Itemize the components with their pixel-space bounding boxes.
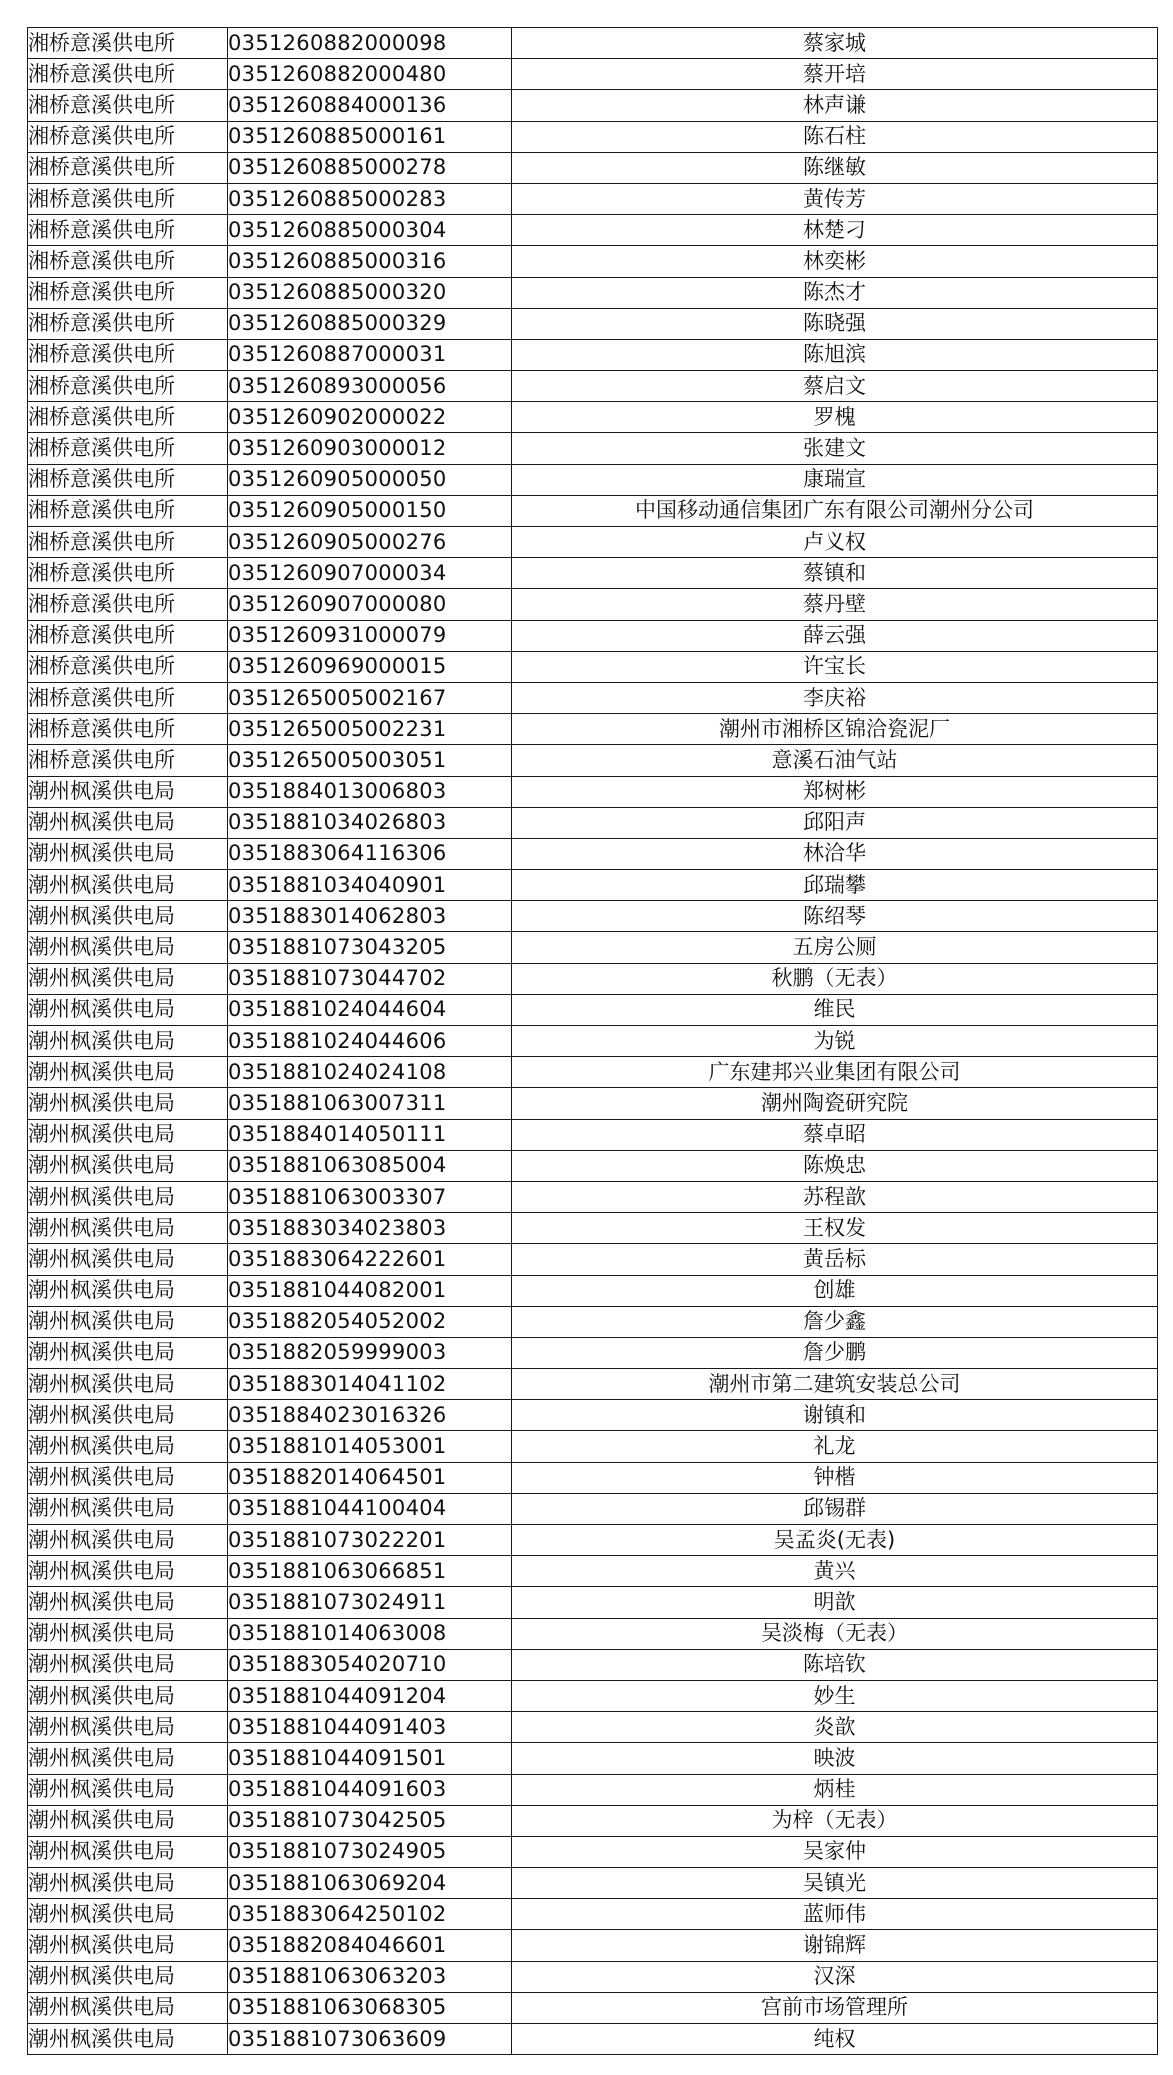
unit-cell: 湘桥意溪供电所: [28, 28, 228, 59]
account-number-cell: 0351884013006803: [228, 776, 512, 807]
customer-name-cell: 苏程歆: [512, 1181, 1158, 1212]
customer-name-cell: 创雄: [512, 1275, 1158, 1306]
unit-cell: 湘桥意溪供电所: [28, 402, 228, 433]
unit-cell: 潮州枫溪供电局: [28, 1556, 228, 1587]
unit-cell: 湘桥意溪供电所: [28, 152, 228, 183]
records-table-body: [28, 28, 1158, 2055]
table-row: [28, 1213, 1158, 1244]
table-row: [28, 246, 1158, 277]
table-row: [28, 59, 1158, 90]
account-number-cell: 0351881073063609: [228, 2024, 512, 2055]
table-row: [28, 1493, 1158, 1524]
table-row: [28, 1431, 1158, 1462]
account-number-cell: 0351260893000056: [228, 371, 512, 402]
customer-name-cell: 邱锡群: [512, 1493, 1158, 1524]
unit-cell: 湘桥意溪供电所: [28, 464, 228, 495]
unit-cell: 潮州枫溪供电局: [28, 1213, 228, 1244]
customer-name-cell: 为锐: [512, 1026, 1158, 1057]
account-number-cell: 0351883064250102: [228, 1899, 512, 1930]
account-number-cell: 0351260902000022: [228, 402, 512, 433]
table-row: [28, 433, 1158, 464]
account-number-cell: 0351260885000304: [228, 215, 512, 246]
table-row: [28, 308, 1158, 339]
account-number-cell: 0351881063007311: [228, 1088, 512, 1119]
customer-name-cell: 映波: [512, 1743, 1158, 1774]
unit-cell: 潮州枫溪供电局: [28, 1743, 228, 1774]
account-number-cell: 0351881073042505: [228, 1805, 512, 1836]
account-number-cell: 0351881044091403: [228, 1712, 512, 1743]
table-row: [28, 994, 1158, 1025]
account-number-cell: 0351881044100404: [228, 1493, 512, 1524]
account-number-cell: 0351260885000161: [228, 121, 512, 152]
table-row: [28, 1088, 1158, 1119]
table-row: [28, 1369, 1158, 1400]
customer-name-cell: 妙生: [512, 1680, 1158, 1711]
table-row: [28, 1930, 1158, 1961]
table-row: [28, 1587, 1158, 1618]
account-number-cell: 0351881073022201: [228, 1525, 512, 1556]
unit-cell: 潮州枫溪供电局: [28, 1493, 228, 1524]
table-row: [28, 215, 1158, 246]
account-number-cell: 0351881014063008: [228, 1618, 512, 1649]
unit-cell: 湘桥意溪供电所: [28, 745, 228, 776]
account-number-cell: 0351260907000080: [228, 589, 512, 620]
unit-cell: 潮州枫溪供电局: [28, 963, 228, 994]
customer-name-cell: 陈旭滨: [512, 339, 1158, 370]
account-number-cell: 0351884023016326: [228, 1400, 512, 1431]
table-row: [28, 1057, 1158, 1088]
unit-cell: 潮州枫溪供电局: [28, 1899, 228, 1930]
customer-name-cell: 宫前市场管理所: [512, 1992, 1158, 2023]
table-row: [28, 527, 1158, 558]
customer-name-cell: 广东建邦兴业集团有限公司: [512, 1057, 1158, 1088]
customer-name-cell: 陈晓强: [512, 308, 1158, 339]
unit-cell: 潮州枫溪供电局: [28, 1680, 228, 1711]
table-row: [28, 1306, 1158, 1337]
customer-name-cell: 蔡家城: [512, 28, 1158, 59]
account-number-cell: 0351882059999003: [228, 1337, 512, 1368]
unit-cell: 潮州枫溪供电局: [28, 1774, 228, 1805]
customer-name-cell: 蔡开培: [512, 59, 1158, 90]
customer-name-cell: 意溪石油气站: [512, 745, 1158, 776]
table-row: [28, 371, 1158, 402]
customer-name-cell: 蓝师伟: [512, 1899, 1158, 1930]
account-number-cell: 0351881044091501: [228, 1743, 512, 1774]
table-row: [28, 1525, 1158, 1556]
customer-name-cell: 林声谦: [512, 90, 1158, 121]
unit-cell: 湘桥意溪供电所: [28, 620, 228, 651]
unit-cell: 湘桥意溪供电所: [28, 714, 228, 745]
table-row: [28, 870, 1158, 901]
account-number-cell: 0351265005002167: [228, 682, 512, 713]
account-number-cell: 0351260885000320: [228, 277, 512, 308]
unit-cell: 潮州枫溪供电局: [28, 1930, 228, 1961]
table-row: [28, 963, 1158, 994]
table-row: [28, 1337, 1158, 1368]
customer-name-cell: 炳桂: [512, 1774, 1158, 1805]
unit-cell: 湘桥意溪供电所: [28, 183, 228, 214]
unit-cell: 潮州枫溪供电局: [28, 807, 228, 838]
table-row: [28, 402, 1158, 433]
account-number-cell: 0351884014050111: [228, 1119, 512, 1150]
account-number-cell: 0351260882000098: [228, 28, 512, 59]
account-number-cell: 0351883064222601: [228, 1244, 512, 1275]
account-number-cell: 0351881044091603: [228, 1774, 512, 1805]
records-table: [27, 27, 1158, 2055]
unit-cell: 湘桥意溪供电所: [28, 277, 228, 308]
customer-name-cell: 吴孟炎(无表): [512, 1525, 1158, 1556]
customer-name-cell: 纯权: [512, 2024, 1158, 2055]
customer-name-cell: 中国移动通信集团广东有限公司潮州分公司: [512, 495, 1158, 526]
customer-name-cell: 陈继敏: [512, 152, 1158, 183]
unit-cell: 潮州枫溪供电局: [28, 932, 228, 963]
table-row: [28, 1992, 1158, 2023]
table-row: [28, 932, 1158, 963]
table-row: [28, 1868, 1158, 1899]
table-row: [28, 1805, 1158, 1836]
unit-cell: 湘桥意溪供电所: [28, 433, 228, 464]
customer-name-cell: 五房公厕: [512, 932, 1158, 963]
unit-cell: 湘桥意溪供电所: [28, 495, 228, 526]
unit-cell: 潮州枫溪供电局: [28, 1431, 228, 1462]
account-number-cell: 0351260905000276: [228, 527, 512, 558]
unit-cell: 潮州枫溪供电局: [28, 1181, 228, 1212]
account-number-cell: 0351881073024911: [228, 1587, 512, 1618]
customer-name-cell: 吴镇光: [512, 1868, 1158, 1899]
account-number-cell: 0351881073043205: [228, 932, 512, 963]
table-row: [28, 682, 1158, 713]
table-row: [28, 1026, 1158, 1057]
unit-cell: 潮州枫溪供电局: [28, 2024, 228, 2055]
account-number-cell: 0351260885000316: [228, 246, 512, 277]
table-row: [28, 90, 1158, 121]
account-number-cell: 0351260905000050: [228, 464, 512, 495]
unit-cell: 湘桥意溪供电所: [28, 371, 228, 402]
customer-name-cell: 吴淡梅（无表）: [512, 1618, 1158, 1649]
unit-cell: 湘桥意溪供电所: [28, 59, 228, 90]
customer-name-cell: 蔡卓昭: [512, 1119, 1158, 1150]
account-number-cell: 0351260885000278: [228, 152, 512, 183]
unit-cell: 湘桥意溪供电所: [28, 651, 228, 682]
table-row: [28, 464, 1158, 495]
unit-cell: 湘桥意溪供电所: [28, 682, 228, 713]
table-row: [28, 339, 1158, 370]
unit-cell: 潮州枫溪供电局: [28, 901, 228, 932]
account-number-cell: 0351883014041102: [228, 1369, 512, 1400]
customer-name-cell: 汉深: [512, 1961, 1158, 1992]
unit-cell: 潮州枫溪供电局: [28, 1462, 228, 1493]
unit-cell: 潮州枫溪供电局: [28, 1525, 228, 1556]
account-number-cell: 0351883034023803: [228, 1213, 512, 1244]
account-number-cell: 0351881024044604: [228, 994, 512, 1025]
table-row: [28, 183, 1158, 214]
unit-cell: 湘桥意溪供电所: [28, 246, 228, 277]
customer-name-cell: 薛云强: [512, 620, 1158, 651]
customer-name-cell: 炎歆: [512, 1712, 1158, 1743]
unit-cell: 潮州枫溪供电局: [28, 1805, 228, 1836]
table-row: [28, 776, 1158, 807]
customer-name-cell: 陈石柱: [512, 121, 1158, 152]
table-row: [28, 1836, 1158, 1867]
unit-cell: 湘桥意溪供电所: [28, 339, 228, 370]
account-number-cell: 0351881024024108: [228, 1057, 512, 1088]
customer-name-cell: 蔡镇和: [512, 558, 1158, 589]
account-number-cell: 0351260885000329: [228, 308, 512, 339]
account-number-cell: 0351881034040901: [228, 870, 512, 901]
table-row: [28, 1150, 1158, 1181]
table-row: [28, 1400, 1158, 1431]
unit-cell: 潮州枫溪供电局: [28, 1961, 228, 1992]
unit-cell: 湘桥意溪供电所: [28, 121, 228, 152]
unit-cell: 潮州枫溪供电局: [28, 1026, 228, 1057]
customer-name-cell: 谢锦辉: [512, 1930, 1158, 1961]
table-row: [28, 1649, 1158, 1680]
table-row: [28, 807, 1158, 838]
unit-cell: 潮州枫溪供电局: [28, 1244, 228, 1275]
customer-name-cell: 蔡启文: [512, 371, 1158, 402]
account-number-cell: 0351265005002231: [228, 714, 512, 745]
account-number-cell: 0351881063003307: [228, 1181, 512, 1212]
account-number-cell: 0351881024044606: [228, 1026, 512, 1057]
unit-cell: 潮州枫溪供电局: [28, 1306, 228, 1337]
unit-cell: 湘桥意溪供电所: [28, 308, 228, 339]
table-row: [28, 620, 1158, 651]
customer-name-cell: 陈培钦: [512, 1649, 1158, 1680]
account-number-cell: 0351883014062803: [228, 901, 512, 932]
table-row: [28, 1680, 1158, 1711]
account-number-cell: 0351883064116306: [228, 838, 512, 869]
table-row: [28, 1774, 1158, 1805]
table-row: [28, 1556, 1158, 1587]
table-row: [28, 1462, 1158, 1493]
account-number-cell: 0351260882000480: [228, 59, 512, 90]
customer-name-cell: 李庆裕: [512, 682, 1158, 713]
unit-cell: 潮州枫溪供电局: [28, 838, 228, 869]
customer-name-cell: 潮州市湘桥区锦洽瓷泥厂: [512, 714, 1158, 745]
table-row: [28, 558, 1158, 589]
table-row: [28, 277, 1158, 308]
table-row: [28, 1181, 1158, 1212]
account-number-cell: 0351881014053001: [228, 1431, 512, 1462]
customer-name-cell: 钟楷: [512, 1462, 1158, 1493]
account-number-cell: 0351260887000031: [228, 339, 512, 370]
customer-name-cell: 康瑞宣: [512, 464, 1158, 495]
customer-name-cell: 郑树彬: [512, 776, 1158, 807]
account-number-cell: 0351881044091204: [228, 1680, 512, 1711]
unit-cell: 湘桥意溪供电所: [28, 215, 228, 246]
table-row: [28, 121, 1158, 152]
customer-name-cell: 林楚刁: [512, 215, 1158, 246]
customer-name-cell: 秋鹏（无表）: [512, 963, 1158, 994]
customer-name-cell: 潮州陶瓷研究院: [512, 1088, 1158, 1119]
account-number-cell: 0351881063063203: [228, 1961, 512, 1992]
customer-name-cell: 黄兴: [512, 1556, 1158, 1587]
table-row: [28, 714, 1158, 745]
customer-name-cell: 罗槐: [512, 402, 1158, 433]
customer-name-cell: 詹少鹏: [512, 1337, 1158, 1368]
customer-name-cell: 蔡丹壁: [512, 589, 1158, 620]
customer-name-cell: 维民: [512, 994, 1158, 1025]
account-number-cell: 0351260884000136: [228, 90, 512, 121]
unit-cell: 潮州枫溪供电局: [28, 870, 228, 901]
unit-cell: 潮州枫溪供电局: [28, 1836, 228, 1867]
table-row: [28, 589, 1158, 620]
table-row: [28, 651, 1158, 682]
customer-name-cell: 邱阳声: [512, 807, 1158, 838]
table-row: [28, 28, 1158, 59]
account-number-cell: 0351881073044702: [228, 963, 512, 994]
unit-cell: 潮州枫溪供电局: [28, 1712, 228, 1743]
customer-name-cell: 吴家仲: [512, 1836, 1158, 1867]
customer-name-cell: 黄岳标: [512, 1244, 1158, 1275]
unit-cell: 潮州枫溪供电局: [28, 1057, 228, 1088]
unit-cell: 潮州枫溪供电局: [28, 776, 228, 807]
customer-name-cell: 明歆: [512, 1587, 1158, 1618]
account-number-cell: 0351260969000015: [228, 651, 512, 682]
customer-name-cell: 礼龙: [512, 1431, 1158, 1462]
customer-name-cell: 陈绍琴: [512, 901, 1158, 932]
customer-name-cell: 张建文: [512, 433, 1158, 464]
unit-cell: 潮州枫溪供电局: [28, 1587, 228, 1618]
account-number-cell: 0351881044082001: [228, 1275, 512, 1306]
customer-name-cell: 黄传芳: [512, 183, 1158, 214]
table-row: [28, 152, 1158, 183]
customer-name-cell: 为梓（无表）: [512, 1805, 1158, 1836]
unit-cell: 潮州枫溪供电局: [28, 1868, 228, 1899]
table-row: [28, 1119, 1158, 1150]
customer-name-cell: 王权发: [512, 1213, 1158, 1244]
customer-name-cell: 林洽华: [512, 838, 1158, 869]
account-number-cell: 0351883054020710: [228, 1649, 512, 1680]
unit-cell: 湘桥意溪供电所: [28, 90, 228, 121]
unit-cell: 潮州枫溪供电局: [28, 1618, 228, 1649]
account-number-cell: 0351881063069204: [228, 1868, 512, 1899]
unit-cell: 潮州枫溪供电局: [28, 994, 228, 1025]
account-number-cell: 0351881063085004: [228, 1150, 512, 1181]
account-number-cell: 0351265005003051: [228, 745, 512, 776]
account-number-cell: 0351881063066851: [228, 1556, 512, 1587]
unit-cell: 潮州枫溪供电局: [28, 1150, 228, 1181]
table-row: [28, 1244, 1158, 1275]
unit-cell: 潮州枫溪供电局: [28, 1992, 228, 2023]
account-number-cell: 0351881073024905: [228, 1836, 512, 1867]
table-row: [28, 745, 1158, 776]
table-row: [28, 1899, 1158, 1930]
customer-name-cell: 谢镇和: [512, 1400, 1158, 1431]
table-row: [28, 901, 1158, 932]
customer-name-cell: 陈焕忠: [512, 1150, 1158, 1181]
unit-cell: 湘桥意溪供电所: [28, 589, 228, 620]
customer-name-cell: 卢义权: [512, 527, 1158, 558]
unit-cell: 潮州枫溪供电局: [28, 1400, 228, 1431]
table-row: [28, 838, 1158, 869]
customer-name-cell: 陈杰才: [512, 277, 1158, 308]
account-number-cell: 0351260903000012: [228, 433, 512, 464]
customer-name-cell: 潮州市第二建筑安装总公司: [512, 1369, 1158, 1400]
customer-name-cell: 林奕彬: [512, 246, 1158, 277]
account-number-cell: 0351260905000150: [228, 495, 512, 526]
table-row: [28, 1275, 1158, 1306]
customer-name-cell: 许宝长: [512, 651, 1158, 682]
table-row: [28, 495, 1158, 526]
table-row: [28, 1712, 1158, 1743]
customer-name-cell: 詹少鑫: [512, 1306, 1158, 1337]
account-number-cell: 0351881063068305: [228, 1992, 512, 2023]
unit-cell: 潮州枫溪供电局: [28, 1337, 228, 1368]
table-row: [28, 2024, 1158, 2055]
unit-cell: 潮州枫溪供电局: [28, 1369, 228, 1400]
customer-name-cell: 邱瑞攀: [512, 870, 1158, 901]
account-number-cell: 0351882084046601: [228, 1930, 512, 1961]
table-row: [28, 1618, 1158, 1649]
account-number-cell: 0351882014064501: [228, 1462, 512, 1493]
table-row: [28, 1743, 1158, 1774]
unit-cell: 湘桥意溪供电所: [28, 527, 228, 558]
table-row: [28, 1961, 1158, 1992]
unit-cell: 潮州枫溪供电局: [28, 1649, 228, 1680]
account-number-cell: 0351260931000079: [228, 620, 512, 651]
unit-cell: 潮州枫溪供电局: [28, 1119, 228, 1150]
account-number-cell: 0351881034026803: [228, 807, 512, 838]
account-number-cell: 0351260885000283: [228, 183, 512, 214]
unit-cell: 湘桥意溪供电所: [28, 558, 228, 589]
unit-cell: 潮州枫溪供电局: [28, 1275, 228, 1306]
unit-cell: 潮州枫溪供电局: [28, 1088, 228, 1119]
account-number-cell: 0351260907000034: [228, 558, 512, 589]
account-number-cell: 0351882054052002: [228, 1306, 512, 1337]
